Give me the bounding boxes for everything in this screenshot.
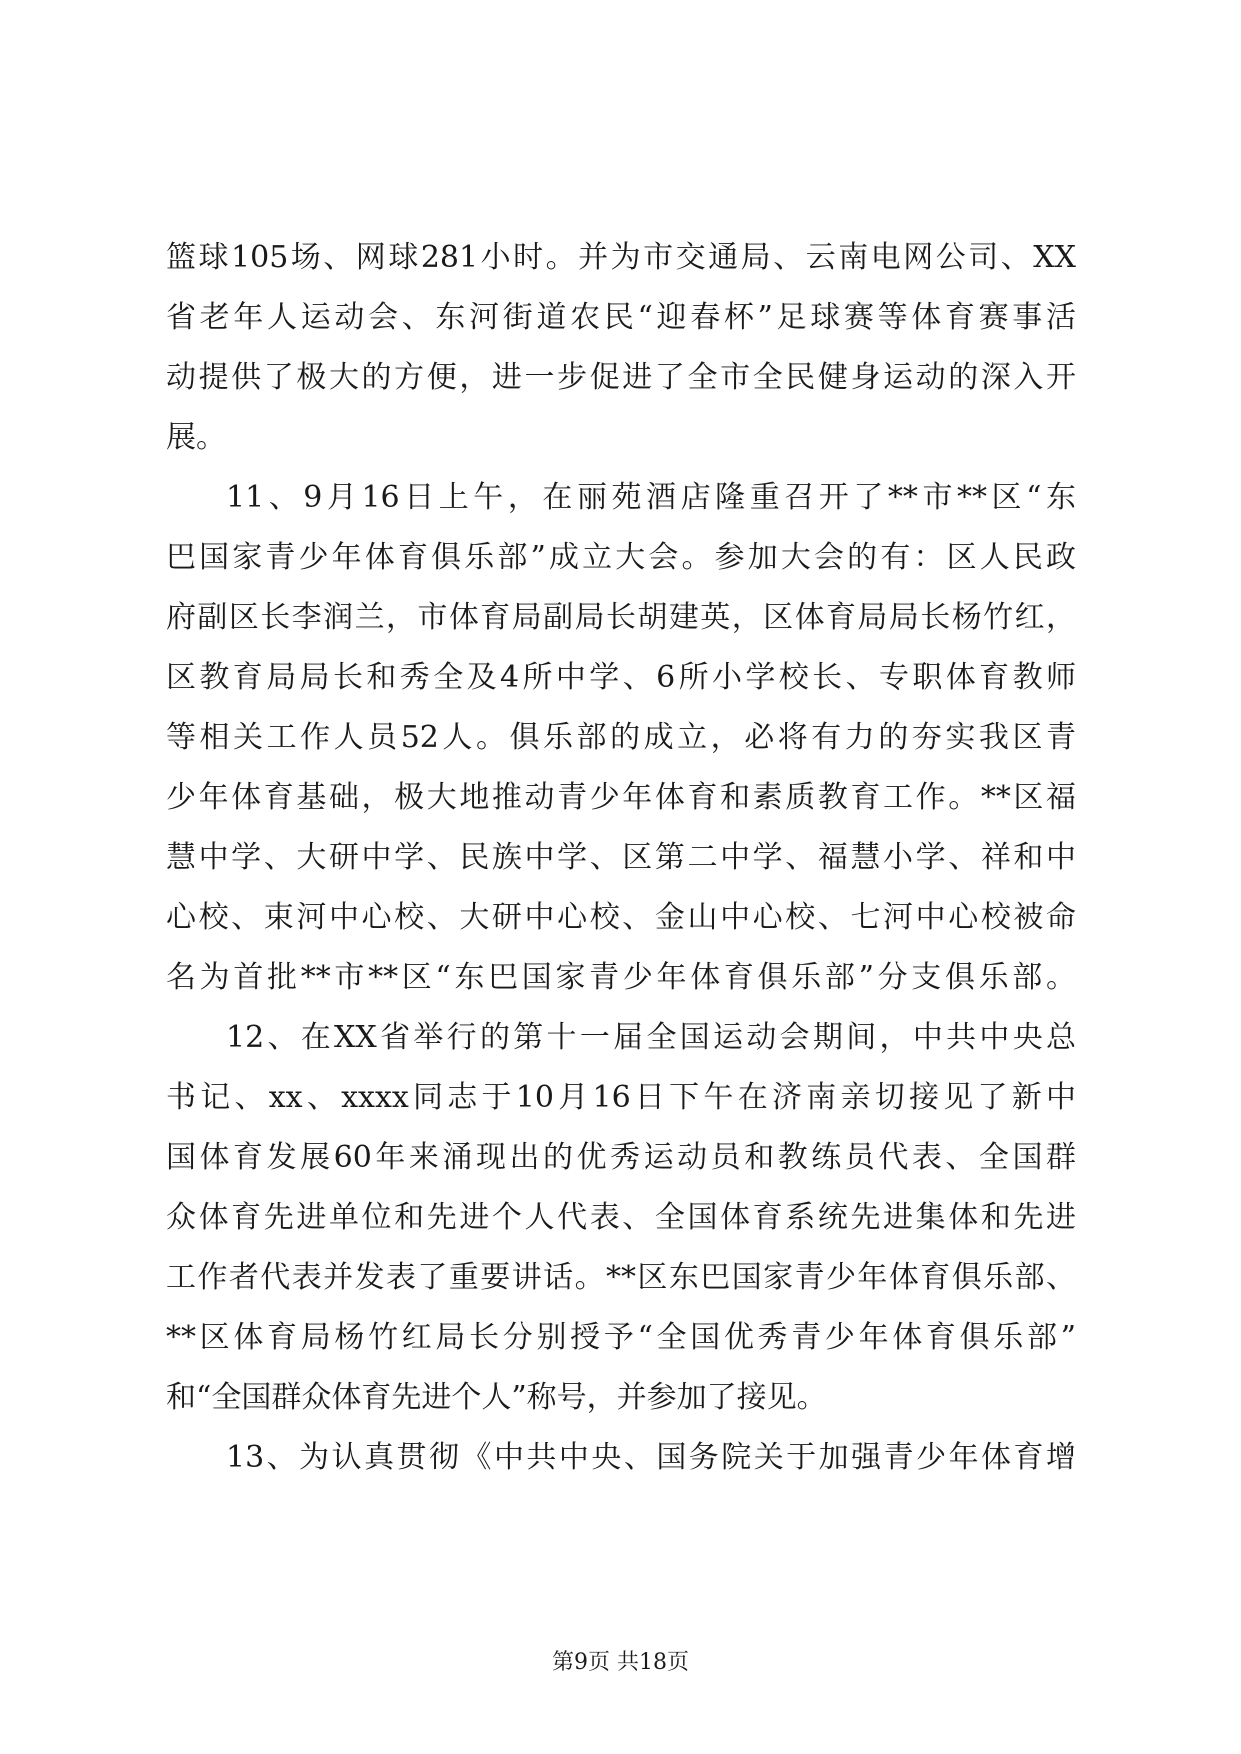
text-line: 区教育局局长和秀全及4所中学、6所小学校长、专职体育教师 xyxy=(166,660,1076,695)
text-line: 展。 xyxy=(166,420,226,455)
text-line: 巴国家青少年体育俱乐部”成立大会。参加大会的有：区人民政 xyxy=(166,540,1076,575)
text-line: 省老年人运动会、东河街道农民“迎春杯”足球赛等体育赛事活 xyxy=(166,300,1076,335)
text-line: 府副区长李润兰，市体育局副局长胡建英，区体育局局长杨竹红， xyxy=(166,600,1076,635)
text-line: 众体育先进单位和先进个人代表、全国体育系统先进集体和先进 xyxy=(166,1200,1076,1235)
text-line: 心校、束河中心校、大研中心校、金山中心校、七河中心校被命 xyxy=(166,900,1076,935)
text-line: **区体育局杨竹红局长分别授予“全国优秀青少年体育俱乐部” xyxy=(166,1320,1076,1355)
paragraph-11-start: 11、9月16日上午，在丽苑酒店隆重召开了**市**区“东 xyxy=(226,480,1076,515)
text-line: 和“全国群众体育先进个人”称号，并参加了接见。 xyxy=(166,1380,827,1415)
text-line: 国体育发展60年来涌现出的优秀运动员和教练员代表、全国群 xyxy=(166,1140,1076,1175)
text-line: 篮球105场、网球281小时。并为市交通局、云南电网公司、XX xyxy=(166,240,1076,275)
text-line: 书记、xx、xxxx同志于10月16日下午在济南亲切接见了新中 xyxy=(166,1080,1076,1115)
page-number-footer: 第9页 共18页 xyxy=(552,1650,689,1675)
paragraph-12-start: 12、在XX省举行的第十一届全国运动会期间，中共中央总 xyxy=(226,1020,1076,1055)
body-text xyxy=(166,228,1076,1488)
text-line: 慧中学、大研中学、民族中学、区第二中学、福慧小学、祥和中 xyxy=(166,840,1076,875)
text-line: 少年体育基础，极大地推动青少年体育和素质教育工作。**区福 xyxy=(166,780,1076,815)
text-line: 等相关工作人员52人。俱乐部的成立，必将有力的夯实我区青 xyxy=(166,720,1076,755)
paragraph-13-start: 13、为认真贯彻《中共中央、国务院关于加强青少年体育增 xyxy=(226,1440,1076,1475)
text-line: 动提供了极大的方便，进一步促进了全市全民健身运动的深入开 xyxy=(166,360,1076,395)
text-line: 工作者代表并发表了重要讲话。**区东巴国家青少年体育俱乐部、 xyxy=(166,1260,1076,1295)
text-line: 名为首批**市**区“东巴国家青少年体育俱乐部”分支俱乐部。 xyxy=(166,960,1076,995)
